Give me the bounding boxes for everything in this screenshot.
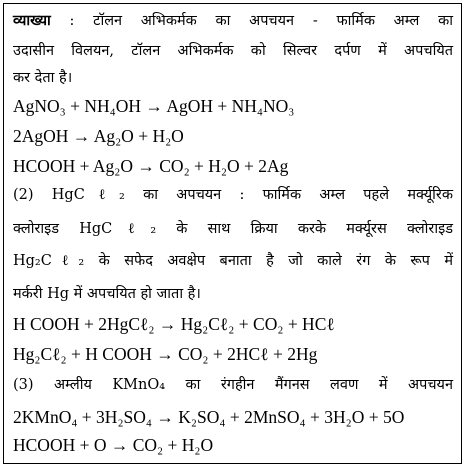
explanation-line-1 [13,11,453,31]
equation-6: 2KMnO₄ + 3H₂SO₄ → K₂SO₄ + 2MnSO₄ + 3H₂O + 5O [13,407,405,427]
section-2-line-4: मर्करी Hg में अपचयित हो जाता है। [13,286,201,302]
equation-4: H COOH + 2HgCℓ₂ → Hg₂Cℓ₂ + CO₂ + HCℓ [13,314,335,334]
explanation-line-2: उदासीन विलयन, टॉलन अभिकर्मक को सिल्वर दर्पण में अपचयित [13,43,453,59]
equation-2: 2AgOH → Ag₂O + H₂O [13,126,184,146]
explanation-line-3: कर देता है। [13,70,73,86]
explanation-line-1-text: : टॉलन अभिकर्मक का अपचयन - फार्मिक अम्ल का [69,13,453,29]
section-2-line-2: क्लोराइड HgCℓ₂ के साथ क्रिया करके मर्क्यूरस क्लोराइड [13,221,453,237]
explanation-box [3,3,462,464]
equation-7: HCOOH + O → CO₂ + H₂O [13,435,214,455]
section-2-line-3: Hg₂Cℓ₂ के सफेद अवक्षेप बनाता है जो काले रंग के रूप में [13,253,453,269]
section-3-line-1: (3) अम्लीय KMnO₄ का रंगहीन मैंगनस लवण में अपचयन [13,377,453,393]
equation-5: Hg₂Cℓ₂ + H COOH → CO₂ + 2HCℓ + 2Hg [13,344,318,364]
explanation-label: व्याख्या [13,12,51,29]
section-2-line-1: (2) HgCℓ₂ का अपचयन : फार्मिक अम्ल पहले मर्क्यूरिक [13,187,453,203]
equation-3: HCOOH + Ag₂O → CO₂ + H₂O + 2Ag [13,156,289,176]
equation-1: AgNO₃ + NH₄OH → AgOH + NH₄NO₃ [13,96,295,116]
